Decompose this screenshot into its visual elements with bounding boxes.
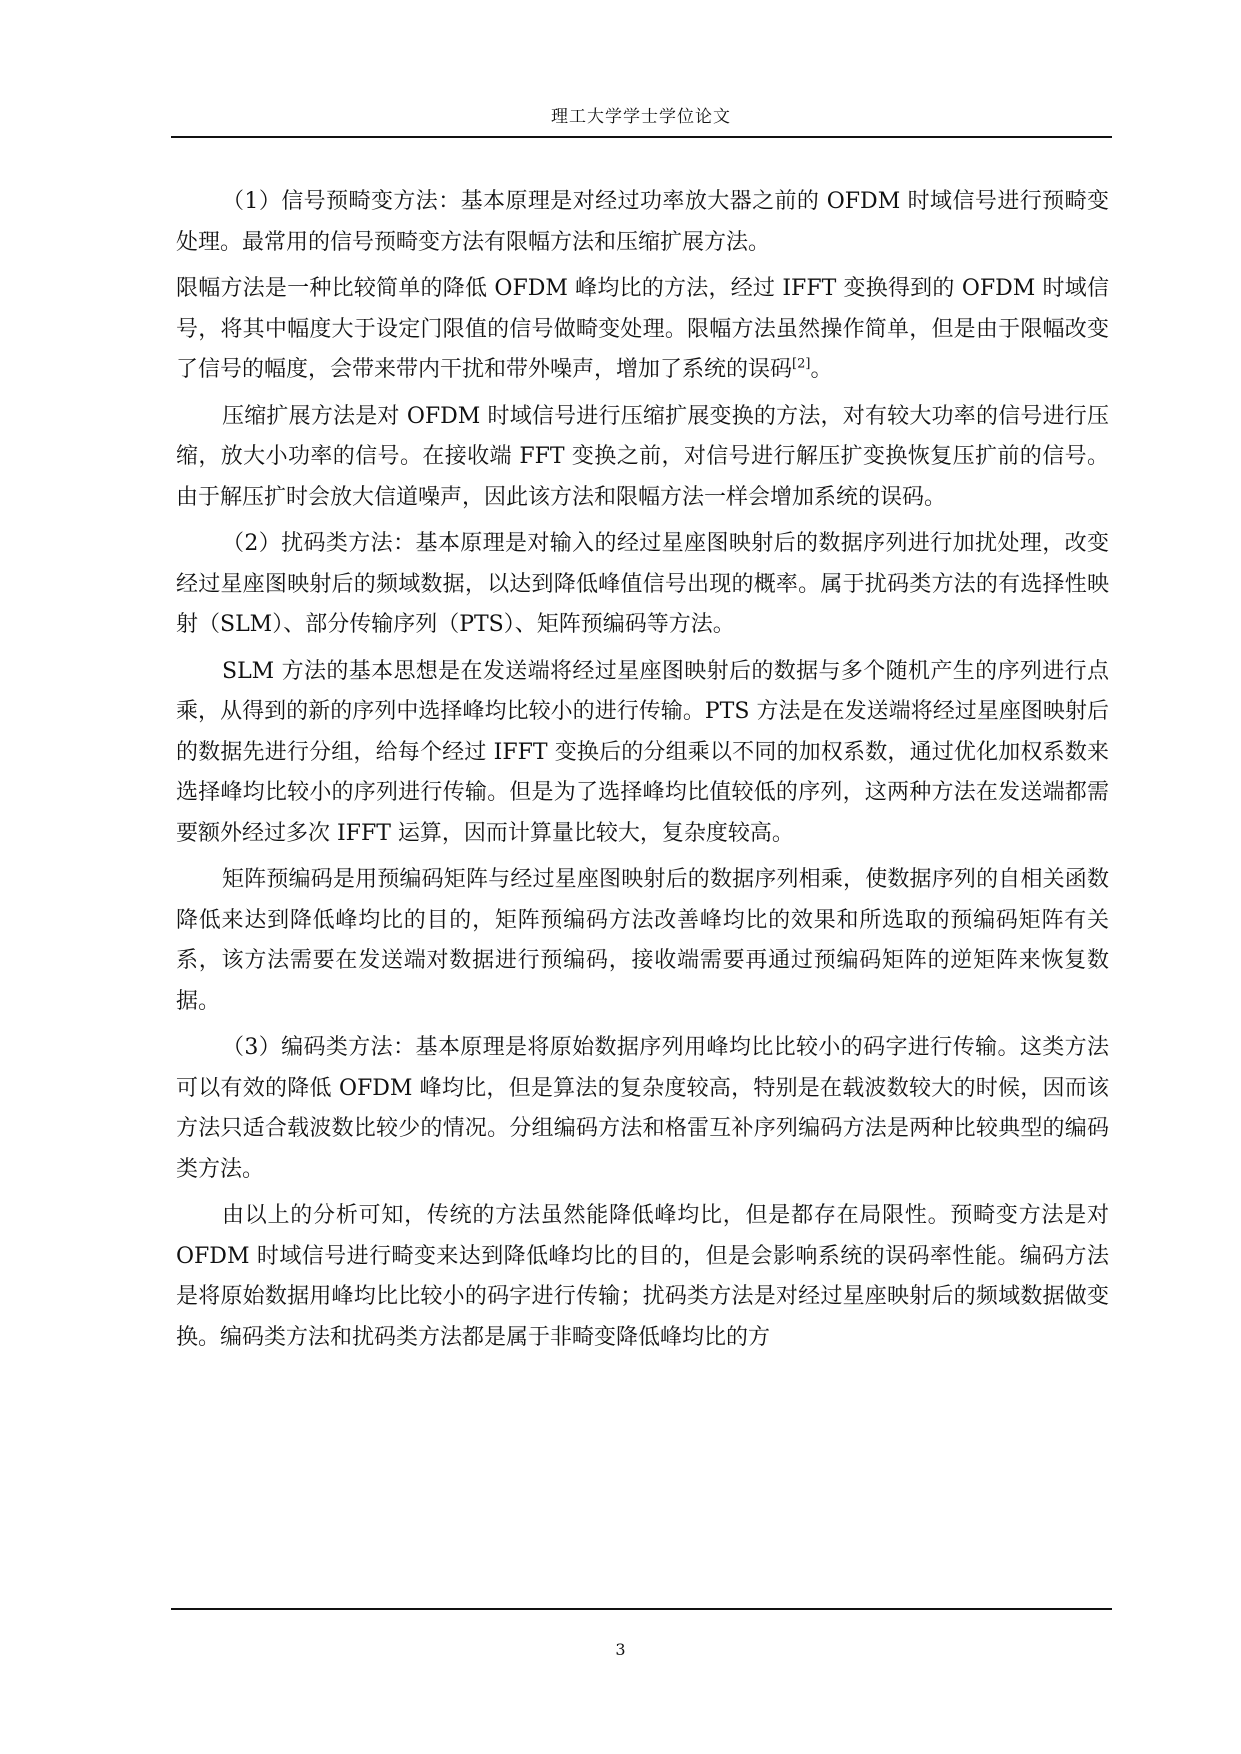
body-text xyxy=(176,182,1109,1364)
paragraph-matrix-precoding: 矩阵预编码是用预编码矩阵与经过星座图映射后的数据序列相乘，使数据序列的自相关函数降低来达到降低峰均比的目的，矩阵预编码方法改善峰均比的效果和所选取的预编码矩阵有关系，该方法需要在发送端对数据进行预编码，接收端需要再通过预编码矩阵的逆矩阵来恢复数据。 xyxy=(176,867,1109,1014)
paragraph-companding: 压缩扩展方法是对 OFDM 时域信号进行压缩扩展变换的方法，对有较大功率的信号进行压缩，放大小功率的信号。在接收端 FFT 变换之前，对信号进行解压扩变换恢复压扩前的信号。由于解压扩时会放大信道噪声，因此该方法和限幅方法一样会增加系统的误码。 xyxy=(176,403,1109,510)
paragraph-coding: （3）编码类方法：基本原理是将原始数据序列用峰均比比较小的码字进行传输。这类方法可以有效的降低 OFDM 峰均比，但是算法的复杂度较高，特别是在载波数较大的时候，因而该方法只适合载波数比较少的情况。分组编码方法和格雷互补序列编码方法是两种比较典型的编码类方法。 xyxy=(176,1035,1109,1182)
paragraph-clipping xyxy=(176,269,1109,391)
paragraph-scrambling: （2）扰码类方法：基本原理是对输入的经过星座图映射后的数据序列进行加扰处理，改变经过星座图映射后的频域数据，以达到降低峰值信号出现的概率。属于扰码类方法的有选择性映射（SLM）、部分传输序列（PTS）、矩阵预编码等方法。 xyxy=(176,531,1109,637)
paragraph-summary: 由以上的分析可知，传统的方法虽然能降低峰均比，但是都存在局限性。预畸变方法是对 OFDM 时域信号进行畸变来达到降低峰均比的目的，但是会影响系统的误码率性能。编码方法是将原始数据用峰均比比较小的码字进行传输；扰码类方法是对经过星座映射后的频域数据做变换。编码类方法和扰码类方法都是属于非畸变降低峰均比的方 xyxy=(176,1203,1109,1350)
footer-rule xyxy=(171,1608,1112,1610)
running-header: 理工大学学士学位论文 xyxy=(551,107,731,127)
clipping-text-end: 。 xyxy=(810,357,833,382)
clipping-text: 限幅方法是一种比较简单的降低 OFDM 峰均比的方法，经过 IFFT 变换得到的 OFDM 时域信号，将其中幅度大于设定门限值的信号做畸变处理。限幅方法虽然操作简单，但是由于限幅改变了信号的幅度，会带来带内干扰和带外噪声，增加了系统的误码 xyxy=(176,276,1109,382)
paragraph-slm-pts: SLM 方法的基本思想是在发送端将经过星座图映射后的数据与多个随机产生的序列进行点乘，从得到的新的序列中选择峰均比较小的进行传输。PTS 方法是在发送端将经过星座图映射后的数据先进行分组，给每个经过 IFFT 变换后的分组乘以不同的加权系数，通过优化加权系数来选择峰均比较小的序列进行传输。但是为了选择峰均比值较低的序列，这两种方法在发送端都需要额外经过多次 IFFT 运算，因而计算量比较大，复杂度较高。 xyxy=(176,658,1109,846)
citation-2: [2] xyxy=(792,356,811,372)
page-number: 3 xyxy=(615,1640,626,1659)
paragraph-predistortion: （1）信号预畸变方法：基本原理是对经过功率放大器之前的 OFDM 时域信号进行预畸变处理。最常用的信号预畸变方法有限幅方法和压缩扩展方法。 xyxy=(176,189,1109,255)
header-rule xyxy=(171,136,1112,138)
